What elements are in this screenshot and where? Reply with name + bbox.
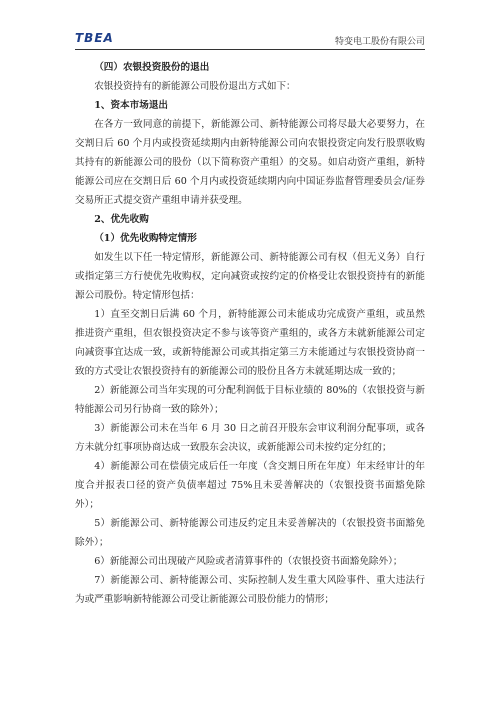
list-item: 7）新能源公司、新特能源公司、实际控制人发生重大风险事件、重大违法行为或严重影响新特能源公司受让新能源公司股份能力的情形； (75, 575, 425, 605)
list-item: 3）新能源公司未在当年 6 月 30 日之前召开股东会审议利润分配事项，或各方未就分红事项协商达成一致股东会决议，或新能源公司未按约定分红的； (75, 423, 425, 453)
document-body (75, 58, 425, 609)
subheading-specific-cases: （1）优先收购特定情形 (94, 233, 197, 244)
subheading-priority-acquisition: 2、优先收购 (94, 214, 149, 225)
company-name: 特变电工股份有限公司 (334, 37, 425, 47)
list-item: 1）直至交割日后满 60 个月，新特能源公司未能成功完成资产重组，或虽然推进资产重组，但农银投资决定不参与该等资产重组的，或各方未就新能源公司定向减资事宜达成一致，或新特能源公司或其指定第三方未能通过与农银投资协商一致的方式受让农银投资持有的新能源公司的股份且各方未就延期达成一致的； (75, 309, 425, 377)
list-item: 2）新能源公司当年实现的可分配利润低于目标业绩的 80%的（农银投资与新特能源公司另行协商一致的除外）； (75, 385, 425, 415)
list-item: 5）新能源公司、新特能源公司违反约定且未妥善解决的（农银投资书面豁免除外）； (75, 518, 425, 548)
intro-paragraph: 农银投资持有的新能源公司股份退出方式如下： (94, 81, 296, 92)
tbea-logo: TBEA (75, 31, 114, 45)
section-title: （四）农银投资股份的退出 (94, 62, 210, 73)
paragraph-capital-market-exit: 在各方一致同意的前提下，新能源公司、新特能源公司将尽最大必要努力，在交割日后 60 个月内或投资延续期内由新特能源公司向农银投资定向发行股票收购其持有的新能源公司的股份（以下简称资产重组）的交易。如启动资产重组，新特能源公司应在交割日后 60 个月内或投资延续期内向中国证券监督管理委员会/证券交易所正式提交资产重组申请并获受理。 (75, 119, 425, 206)
page-header (75, 27, 425, 50)
list-item: 6）新能源公司出现破产风险或者清算事件的（农银投资书面豁免除外）； (94, 556, 403, 567)
paragraph-priority-acquisition: 如发生以下任一特定情形，新能源公司、新特能源公司有权（但无义务）自行或指定第三方行使优先收购权，定向减资或按约定的价格受让农银投资持有的新能源公司股份。特定情形包括： (75, 252, 425, 301)
subheading-capital-market-exit: 1、资本市场退出 (94, 100, 169, 111)
list-item: 4）新能源公司在偿债完成后任一年度（含交割日所在年度）年末经审计的年度合并报表口径的资产负债率超过 75%且未妥善解决的（农银投资书面豁免除外）； (75, 461, 425, 510)
